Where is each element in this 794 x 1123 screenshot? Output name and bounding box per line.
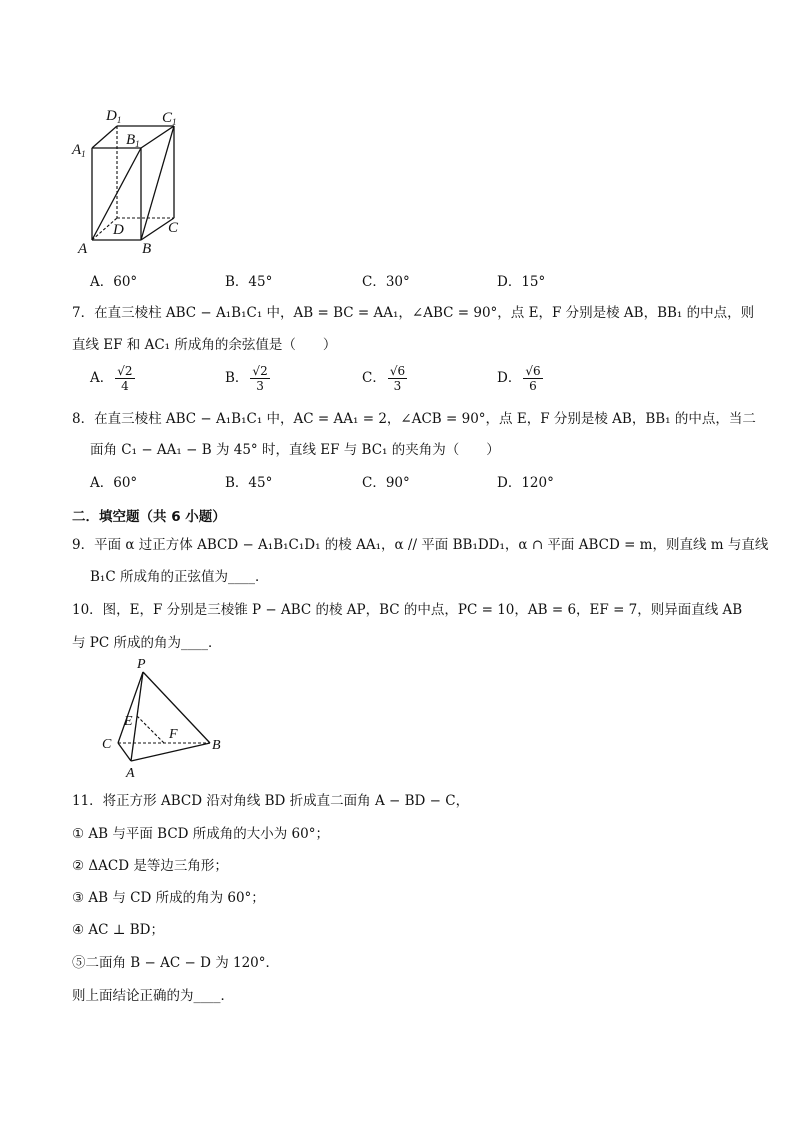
q11-conclusion: 则上面结论正确的为____． [72,988,234,1004]
q11-item-5: ⑤二面角 B − AC − D 为 120°． [72,955,280,971]
q7-option-b-letter: B． [225,370,249,386]
q8-option-d[interactable]: D．120° [497,475,554,491]
q8-option-a[interactable]: A．60° [90,475,138,491]
q7-option-b[interactable] [225,364,270,393]
q9-stem-line2: B₁C 所成角的正弦值为____． [90,569,269,585]
label-B: B [212,738,221,753]
q11-stem: 11．将正方形 ABCD 沿对角线 BD 折成直二面角 A − BD − C， [72,793,470,809]
q11-item-4: ④ AC ⊥ BD； [72,922,164,938]
q7-option-c-fraction: √ $\frac{6}{3}$ [388,364,407,393]
q10-stem-line2: 与 PC 所成的角为____． [72,635,222,651]
q6-option-b[interactable]: B．45° [225,274,273,290]
q8-stem-line1: 8．在直三棱柱 ABC − A₁B₁C₁ 中，AC = AA₁ = 2，∠ACB = 90°，点 E，F 分别是棱 AB，BB₁ 的中点，当二 [72,411,756,427]
label-C: C [168,220,179,236]
q7-option-d-letter: D． [497,370,522,386]
q7-option-d-fraction: √ $\frac{6}{6}$ [523,364,542,393]
prism-figure [70,100,200,260]
label-C1: $C_1$ [162,110,177,127]
q10-stem-line1: 10．图，E，F 分别是三棱锥 P − ABC 的棱 AP，BC 的中点，PC = 10，AB = 6，EF = 7，则异面直线 AB [72,602,743,618]
q7-option-a[interactable] [90,364,135,393]
tetrahedron-figure [98,655,230,783]
q7-stem-line1: 7．在直三棱柱 ABC − A₁B₁C₁ 中，AB = BC = AA₁，∠ABC = 90°，点 E，F 分别是棱 AB，BB₁ 的中点，则 [72,305,755,321]
label-C: C [102,737,112,752]
q11-item-2: ② ΔACD 是等边三角形； [72,858,228,874]
label-F: F [169,727,178,742]
label-B1: $B_1$ [126,132,140,149]
label-D1: $D_1$ [106,108,122,125]
label-E: E [124,714,133,729]
label-A: A [78,241,88,257]
q7-option-c[interactable] [362,364,407,393]
q8-stem-line2: 面角 C₁ − AA₁ − B 为 45° 时，直线 EF 与 BC₁ 的夹角为（ ） [90,442,500,458]
q7-option-a-fraction: √ $\frac{2}{4}$ [115,364,134,393]
q9-stem-line1: 9．平面 α 过正方体 ABCD − A₁B₁C₁D₁ 的棱 AA₁，α // 平面 BB₁DD₁，α ∩ 平面 ABCD = m，则直线 m 与直线 [72,537,769,553]
q7-stem-line2: 直线 EF 和 AC₁ 所成角的余弦值是（ ） [72,337,337,353]
q8-option-c[interactable]: C．90° [362,475,410,491]
label-D: D [113,222,124,238]
q7-option-b-fraction: √ $\frac{2}{3}$ [250,364,269,393]
q11-item-3: ③ AB 与 CD 所成的角为 60°； [72,890,265,906]
q11-item-1: ① AB 与平面 BCD 所成角的大小为 60°； [72,826,329,842]
section-fill-in-heading: 二．填空题（共 6 小题） [72,509,226,525]
label-P: P [137,657,146,672]
label-B: B [142,241,152,257]
label-A: A [126,766,135,781]
q6-option-d[interactable]: D．15° [497,274,546,290]
q6-option-a[interactable]: A．60° [90,274,138,290]
q8-option-b[interactable]: B．45° [225,475,273,491]
q6-option-c[interactable]: C．30° [362,274,410,290]
label-A1: $A_1$ [72,142,86,159]
q7-option-d[interactable] [497,364,543,393]
q7-option-a-letter: A． [90,370,114,386]
q7-option-c-letter: C． [362,370,386,386]
